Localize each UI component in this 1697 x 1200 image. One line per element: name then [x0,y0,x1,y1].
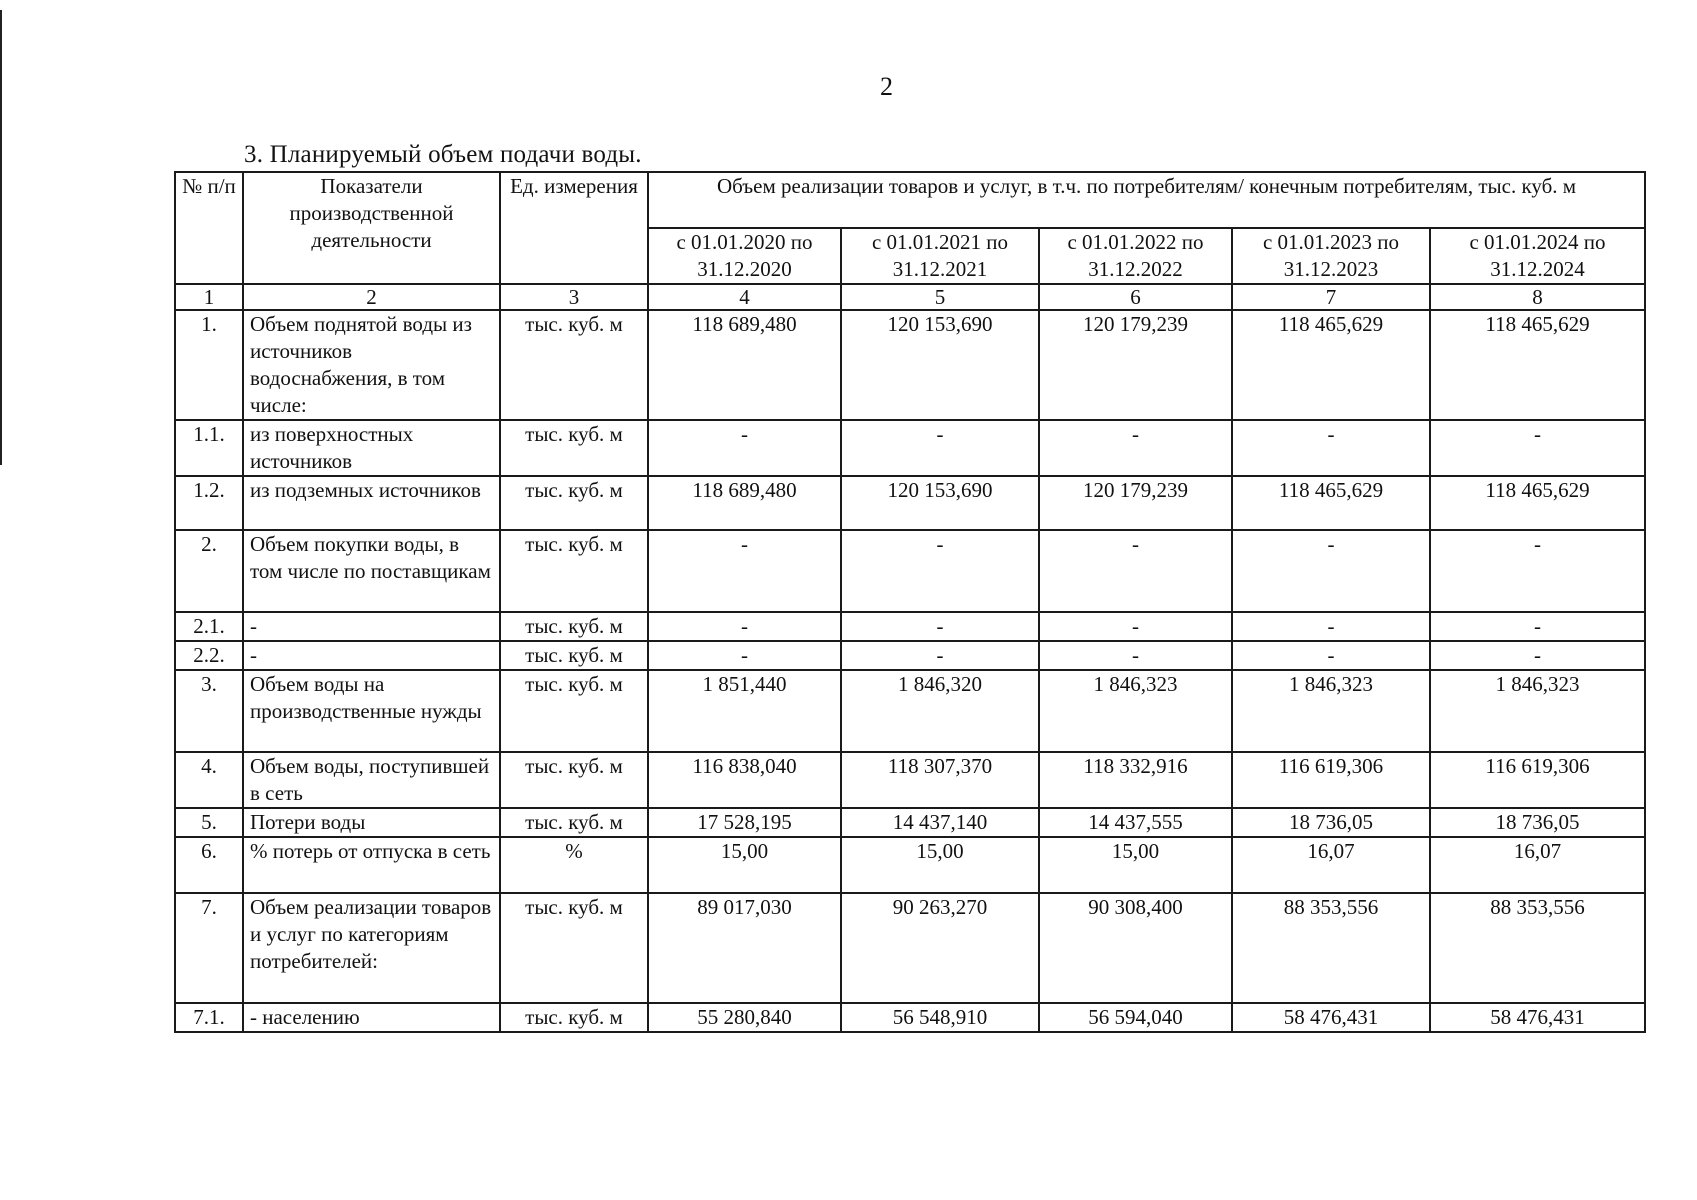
row-unit: тыс. куб. м [500,420,648,476]
row-value-2021: 120 153,690 [841,310,1039,420]
header-row [175,172,1645,228]
row-value-2022: 118 332,916 [1039,752,1232,808]
row-label: - [243,641,500,670]
table-row [175,310,1645,420]
row-label: - населению [243,1003,500,1032]
row-value-2024: 18 736,05 [1430,808,1645,837]
row-num: 5. [175,808,243,837]
row-unit: тыс. куб. м [500,612,648,641]
row-value-2021: 1 846,320 [841,670,1039,752]
row-label: из подземных источников [243,476,500,530]
row-value-2020: 118 689,480 [648,476,841,530]
water-supply-table [174,171,1646,1033]
row-value-2024: 118 465,629 [1430,476,1645,530]
table-row [175,641,1645,670]
row-value-2021: - [841,641,1039,670]
row-value-2023: 16,07 [1232,837,1430,893]
row-value-2020: 55 280,840 [648,1003,841,1032]
row-value-2024: 116 619,306 [1430,752,1645,808]
row-value-2021: 118 307,370 [841,752,1039,808]
row-value-2020: 118 689,480 [648,310,841,420]
row-value-2023: 88 353,556 [1232,893,1430,1003]
row-num: 3. [175,670,243,752]
column-number: 8 [1430,284,1645,310]
header-num: № п/п [175,172,243,284]
header-unit: Ед. измерения [500,172,648,284]
row-num: 4. [175,752,243,808]
row-value-2024: - [1430,612,1645,641]
row-value-2020: - [648,612,841,641]
header-period-2020: с 01.01.2020 по 31.12.2020 [648,228,841,284]
row-unit: тыс. куб. м [500,476,648,530]
row-value-2023: 18 736,05 [1232,808,1430,837]
row-value-2021: 90 263,270 [841,893,1039,1003]
table-row [175,530,1645,612]
row-value-2020: - [648,641,841,670]
table-row [175,612,1645,641]
row-num: 1.2. [175,476,243,530]
row-value-2023: - [1232,420,1430,476]
column-number: 5 [841,284,1039,310]
row-value-2021: 56 548,910 [841,1003,1039,1032]
table-row [175,893,1645,1003]
row-value-2020: 15,00 [648,837,841,893]
row-value-2023: 116 619,306 [1232,752,1430,808]
row-unit: тыс. куб. м [500,808,648,837]
header-volume: Объем реализации товаров и услуг, в т.ч. по потребителям/ конечным потребителям, тыс. куб. м [648,172,1645,228]
row-unit: тыс. куб. м [500,310,648,420]
row-value-2023: - [1232,641,1430,670]
row-label: Потери воды [243,808,500,837]
row-unit: тыс. куб. м [500,670,648,752]
row-value-2024: 1 846,323 [1430,670,1645,752]
row-value-2024: - [1430,641,1645,670]
row-unit: тыс. куб. м [500,530,648,612]
row-value-2023: 118 465,629 [1232,476,1430,530]
row-unit: % [500,837,648,893]
row-value-2022: - [1039,530,1232,612]
header-period-2024: с 01.01.2024 по 31.12.2024 [1430,228,1645,284]
row-num: 6. [175,837,243,893]
table-row [175,670,1645,752]
row-value-2022: 90 308,400 [1039,893,1232,1003]
row-num: 7.1. [175,1003,243,1032]
table-row [175,837,1645,893]
row-value-2023: 58 476,431 [1232,1003,1430,1032]
header-period-2023: с 01.01.2023 по 31.12.2023 [1232,228,1430,284]
row-value-2024: 16,07 [1430,837,1645,893]
row-unit: тыс. куб. м [500,641,648,670]
table-row [175,808,1645,837]
row-value-2023: 118 465,629 [1232,310,1430,420]
row-value-2022: 120 179,239 [1039,310,1232,420]
row-value-2022: - [1039,420,1232,476]
row-num: 1. [175,310,243,420]
row-num: 7. [175,893,243,1003]
column-number: 4 [648,284,841,310]
row-label: Объем воды на производственные нужды [243,670,500,752]
header-period-2022: с 01.01.2022 по 31.12.2022 [1039,228,1232,284]
section-title: 3. Планируемый объем подачи воды. [244,141,642,168]
row-unit: тыс. куб. м [500,1003,648,1032]
row-label: Объем реализации товаров и услуг по категориям потребителей: [243,893,500,1003]
row-value-2023: - [1232,612,1430,641]
row-value-2022: 15,00 [1039,837,1232,893]
row-num: 1.1. [175,420,243,476]
row-value-2020: 1 851,440 [648,670,841,752]
row-value-2021: - [841,420,1039,476]
row-value-2023: 1 846,323 [1232,670,1430,752]
row-value-2021: 15,00 [841,837,1039,893]
column-number: 7 [1232,284,1430,310]
column-number: 2 [243,284,500,310]
header-indicator: Показатели производственной деятельности [243,172,500,284]
row-label: % потерь от отпуска в сеть [243,837,500,893]
row-value-2021: 14 437,140 [841,808,1039,837]
row-value-2024: 58 476,431 [1430,1003,1645,1032]
table-row [175,1003,1645,1032]
row-value-2022: - [1039,641,1232,670]
row-label: Объем поднятой воды из источников водоснабжения, в том числе: [243,310,500,420]
column-numbers-row [175,284,1645,310]
table-row [175,476,1645,530]
row-value-2024: 88 353,556 [1430,893,1645,1003]
row-value-2022: 1 846,323 [1039,670,1232,752]
row-value-2021: - [841,612,1039,641]
row-value-2024: 118 465,629 [1430,310,1645,420]
row-value-2022: 120 179,239 [1039,476,1232,530]
page-number: 2 [880,72,893,101]
row-value-2021: 120 153,690 [841,476,1039,530]
row-value-2020: - [648,420,841,476]
row-value-2020: 17 528,195 [648,808,841,837]
row-unit: тыс. куб. м [500,752,648,808]
row-value-2024: - [1430,420,1645,476]
row-value-2022: 56 594,040 [1039,1003,1232,1032]
row-label: Объем воды, поступившей в сеть [243,752,500,808]
header-period-2021: с 01.01.2021 по 31.12.2021 [841,228,1039,284]
row-label: - [243,612,500,641]
row-label: из поверхностных источников [243,420,500,476]
row-unit: тыс. куб. м [500,893,648,1003]
row-value-2022: - [1039,612,1232,641]
column-number: 3 [500,284,648,310]
row-value-2022: 14 437,555 [1039,808,1232,837]
row-value-2024: - [1430,530,1645,612]
row-num: 2.2. [175,641,243,670]
row-value-2020: 116 838,040 [648,752,841,808]
scan-edge-line [0,10,2,465]
row-value-2023: - [1232,530,1430,612]
column-number: 1 [175,284,243,310]
table-row [175,420,1645,476]
row-value-2020: - [648,530,841,612]
row-value-2021: - [841,530,1039,612]
row-num: 2.1. [175,612,243,641]
row-value-2020: 89 017,030 [648,893,841,1003]
column-number: 6 [1039,284,1232,310]
row-num: 2. [175,530,243,612]
table-row [175,752,1645,808]
row-label: Объем покупки воды, в том числе по поставщикам [243,530,500,612]
